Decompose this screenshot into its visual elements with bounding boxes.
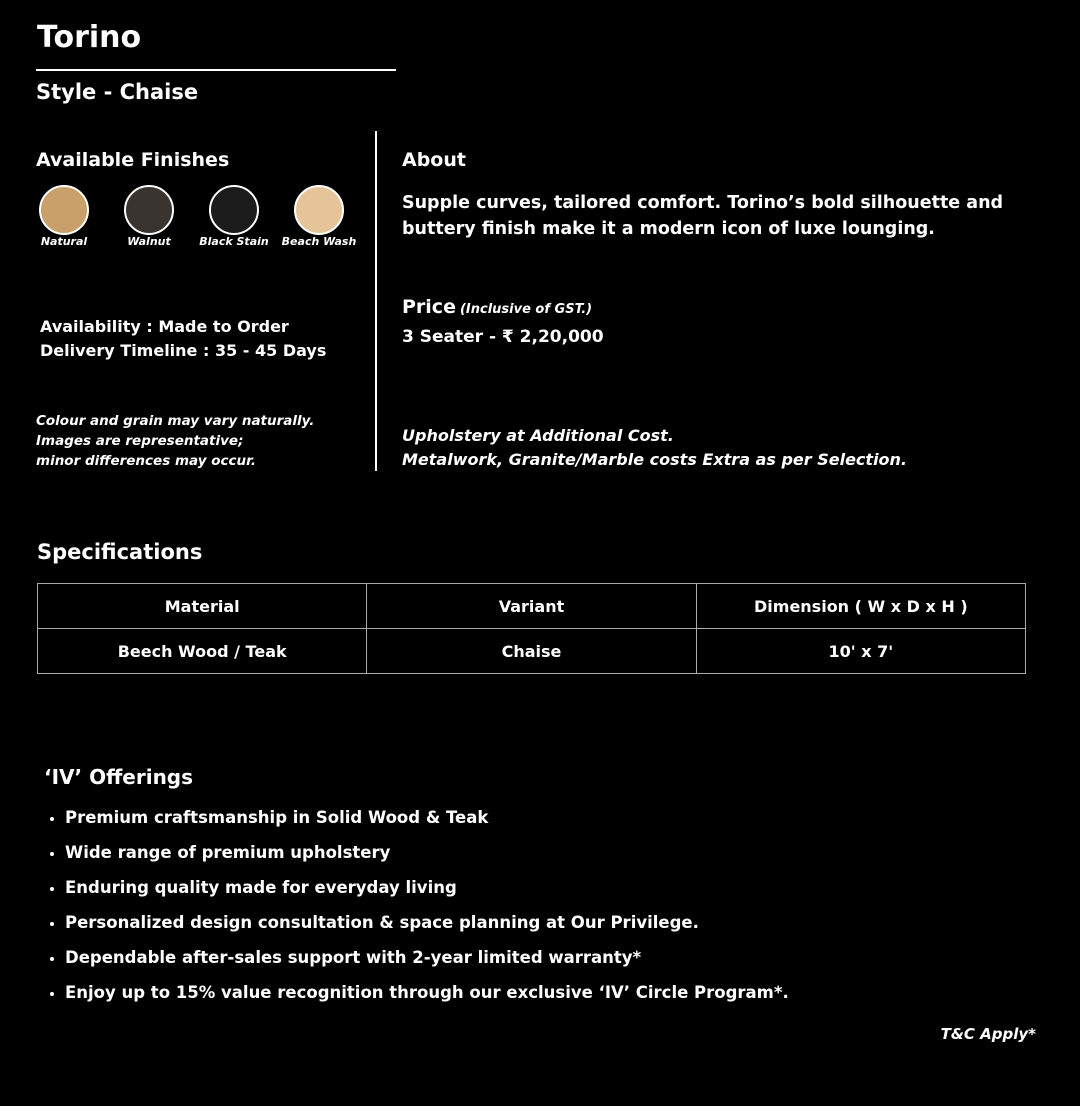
price-label: Price — [402, 296, 456, 318]
offering-text: Enjoy up to 15% value recognition through our exclusive ‘IV’ Circle Program*. — [65, 983, 789, 1002]
column-divider — [375, 131, 377, 471]
bullet-icon — [50, 852, 54, 856]
delivery-timeline-line: Delivery Timeline : 35 - 45 Days — [40, 341, 327, 360]
bullet-icon — [50, 887, 54, 891]
disclaimer-line: minor differences may occur. — [36, 453, 256, 469]
column-header-variant: Variant — [367, 584, 696, 629]
title-underline — [36, 69, 396, 71]
table-row — [38, 629, 1026, 674]
finish-swatch-natural[interactable] — [39, 185, 89, 235]
cell-variant: Chaise — [367, 629, 696, 674]
availability-line: Availability : Made to Order — [40, 317, 289, 336]
specifications-table — [37, 583, 1026, 674]
variation-disclaimer — [36, 411, 314, 471]
table-header-row — [38, 584, 1026, 629]
list-item — [50, 841, 789, 876]
cell-dimension: 10' x 7' — [696, 629, 1025, 674]
about-heading: About — [402, 149, 466, 171]
list-item — [50, 911, 789, 946]
availability-info — [40, 315, 326, 363]
style-subtitle: Style - Chaise — [36, 80, 199, 104]
column-header-material: Material — [38, 584, 367, 629]
bullet-icon — [50, 957, 54, 961]
finishes-heading: Available Finishes — [36, 149, 230, 171]
specifications-heading: Specifications — [37, 540, 203, 564]
bullet-icon — [50, 992, 54, 996]
list-item — [50, 806, 789, 841]
column-header-dimension: Dimension ( W x D x H ) — [696, 584, 1025, 629]
note-line: Upholstery at Additional Cost. — [402, 426, 674, 445]
finish-swatch-beach-wash[interactable] — [294, 185, 344, 235]
offering-text: Wide range of premium upholstery — [65, 843, 391, 862]
cell-material: Beech Wood / Teak — [38, 629, 367, 674]
offerings-heading: ‘IV’ Offerings — [44, 765, 194, 789]
finish-label-black-stain: Black Stain — [199, 235, 269, 248]
offering-text: Enduring quality made for everyday living — [65, 878, 457, 897]
list-item — [50, 876, 789, 911]
disclaimer-line: Colour and grain may vary naturally. — [36, 413, 315, 429]
bullet-icon — [50, 922, 54, 926]
offering-text: Dependable after-sales support with 2-year limited warranty* — [65, 948, 642, 967]
offering-text: Premium craftsmanship in Solid Wood & Teak — [65, 808, 489, 827]
finish-label-beach-wash: Beach Wash — [281, 235, 357, 248]
finish-label-walnut: Walnut — [127, 235, 171, 248]
list-item — [50, 946, 789, 981]
offering-text: Personalized design consultation & space planning at Our Privilege. — [65, 913, 699, 932]
about-text: Supple curves, tailored comfort. Torino’s bold silhouette and buttery finish make it a modern icon of luxe lounging. — [402, 193, 1004, 239]
offerings-list — [50, 806, 789, 1016]
note-line: Metalwork, Granite/Marble costs Extra as per Selection. — [402, 450, 908, 469]
finish-swatch-black-stain[interactable] — [209, 185, 259, 235]
finish-label-natural: Natural — [40, 235, 88, 248]
bullet-icon — [50, 817, 54, 821]
price-heading — [402, 296, 592, 318]
price-value: 3 Seater - ₹ 2,20,000 — [402, 327, 604, 347]
terms-apply-note: T&C Apply* — [940, 1025, 1036, 1043]
additional-cost-note — [402, 424, 907, 472]
disclaimer-line: Images are representative; — [36, 433, 244, 449]
finish-swatch-walnut[interactable] — [124, 185, 174, 235]
list-item — [50, 981, 789, 1016]
gst-note: (Inclusive of GST.) — [459, 302, 593, 317]
page-title: Torino — [37, 20, 142, 55]
